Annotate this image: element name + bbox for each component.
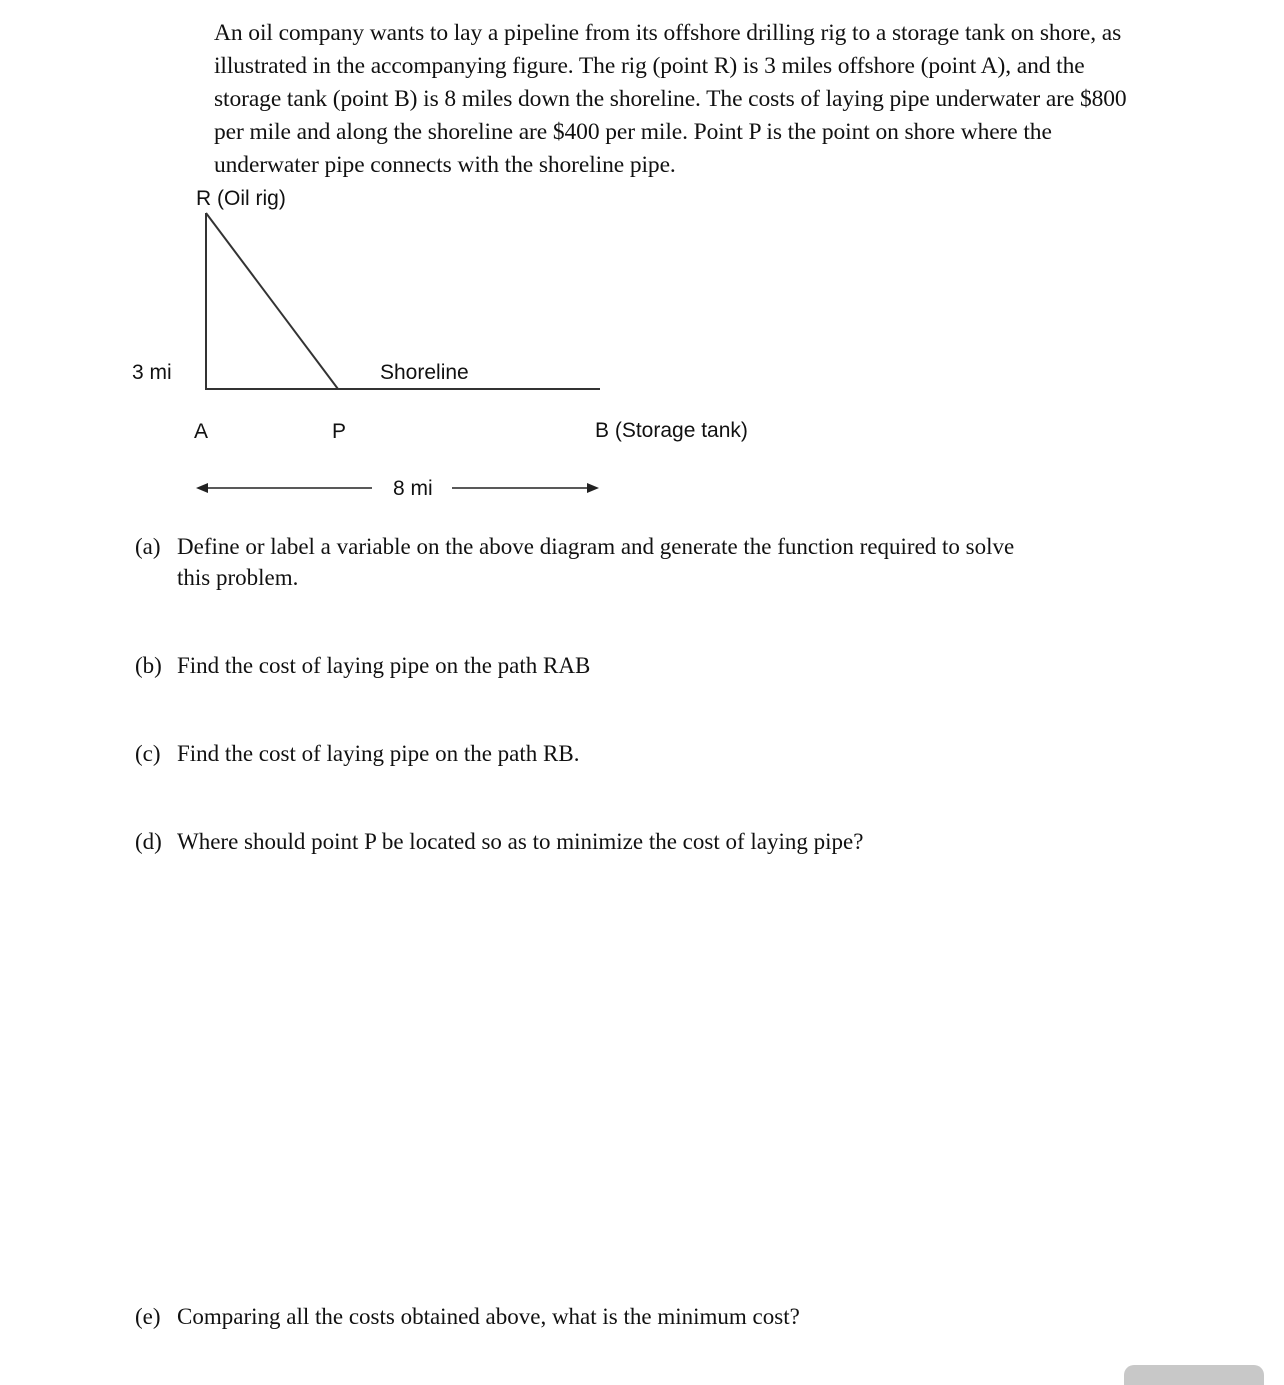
question-letter: (e) — [135, 1304, 161, 1329]
question-text: Where should point P be located so as to minimize the cost of laying pipe? — [177, 829, 864, 854]
question-text: Find the cost of laying pipe on the path RB. — [177, 741, 580, 766]
underwater-pipe-rp — [206, 213, 338, 389]
question-letter: (a) — [135, 534, 161, 559]
intro-line: An oil company wants to lay a pipeline from its offshore drilling rig to a storage tank on shore, as — [214, 20, 1122, 46]
question-e — [135, 1301, 1125, 1332]
label-point-b-storage-tank: B (Storage tank) — [595, 419, 748, 442]
label-point-a: A — [194, 420, 209, 443]
question-text-continued: this problem. — [177, 565, 299, 590]
question-letter: (b) — [135, 653, 162, 678]
scroll-handle[interactable] — [1124, 1365, 1264, 1385]
label-r-oil-rig: R (Oil rig) — [196, 187, 286, 210]
label-8-mi: 8 mi — [393, 477, 433, 500]
question-c — [135, 738, 1125, 769]
question-d — [135, 826, 1125, 857]
arrowhead-right — [587, 483, 599, 493]
question-text: Comparing all the costs obtained above, what is the minimum cost? — [177, 1304, 800, 1329]
question-letter: (c) — [135, 741, 161, 766]
question-a — [135, 531, 1125, 593]
intro-line: illustrated in the accompanying figure. The rig (point R) is 3 miles offshore (point A), and the — [214, 53, 1085, 79]
label-point-p: P — [332, 420, 347, 443]
arrowhead-left — [196, 483, 208, 493]
question-text: Define or label a variable on the above diagram and generate the function required to solve — [177, 534, 1015, 559]
intro-line: per mile and along the shoreline are $400 per mile. Point P is the point on shore where the — [214, 119, 1052, 145]
intro-line: storage tank (point B) is 8 miles down the shoreline. The costs of laying pipe underwater are $800 — [214, 86, 1127, 112]
label-shoreline: Shoreline — [380, 361, 469, 384]
question-letter: (d) — [135, 829, 162, 854]
intro-line: underwater pipe connects with the shoreline pipe. — [214, 152, 676, 178]
question-b — [135, 650, 1125, 681]
question-text: Find the cost of laying pipe on the path RAB — [177, 653, 591, 678]
label-3-mi: 3 mi — [132, 361, 172, 384]
